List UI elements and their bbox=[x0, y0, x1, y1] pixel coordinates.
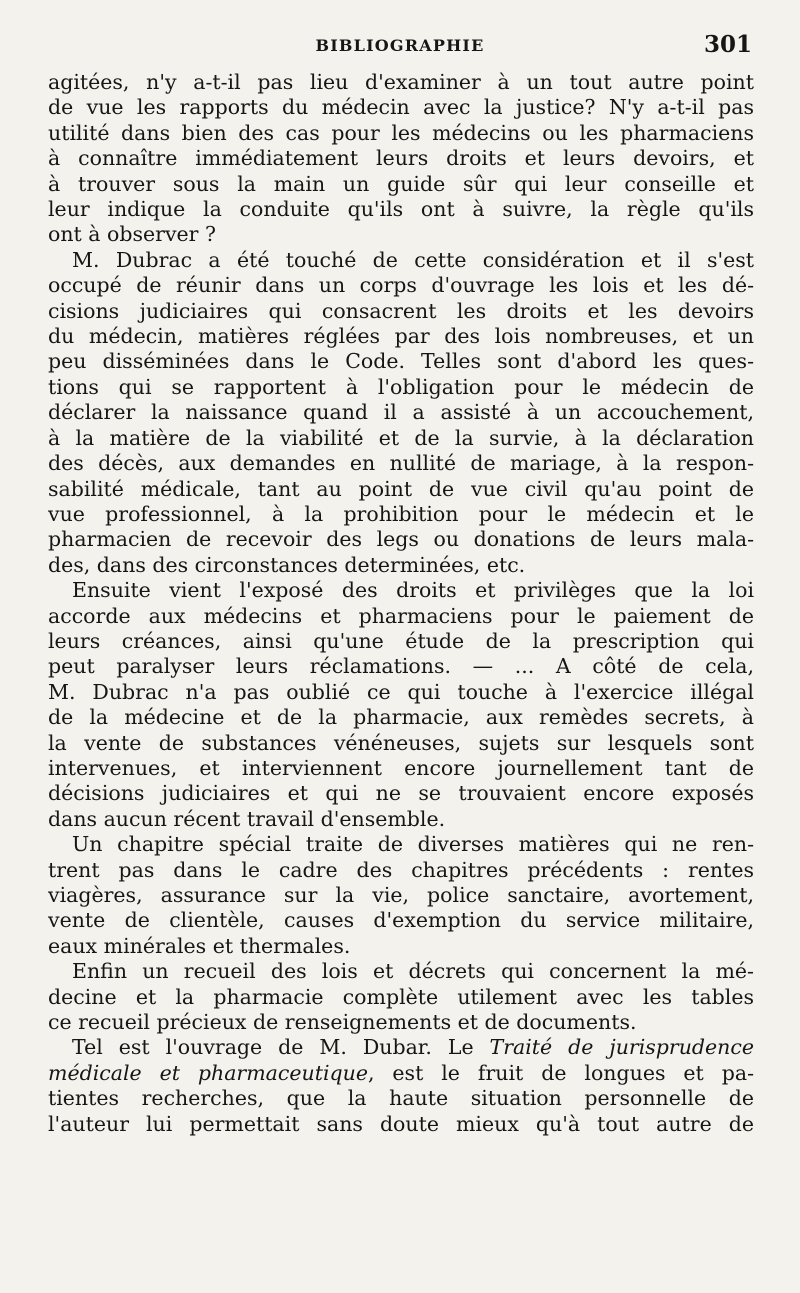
text-line: des, dans des circonstances determinées, etc. bbox=[48, 552, 526, 577]
text-line: decine et la pharmacie complète utilement avec les tables bbox=[48, 984, 754, 1009]
text-line: sabilité médicale, tant au point de vue civil qu'au point de bbox=[48, 476, 754, 501]
paragraph-laws-collection bbox=[48, 959, 754, 1035]
text-line bbox=[48, 1061, 754, 1086]
text-line: intervenues, et interviennent encore journellement tant de bbox=[48, 755, 754, 780]
book-title-part-2: médicale et pharmaceutique bbox=[48, 1060, 368, 1085]
text-fragment: Tel est l'ouvrage de M. Dubar. Le bbox=[72, 1035, 490, 1060]
text-line bbox=[48, 1035, 754, 1060]
text-line: trent pas dans le cadre des chapitres précédents : rentes bbox=[48, 857, 754, 882]
text-line: la vente de substances vénéneuses, sujets sur lesquels sont bbox=[48, 730, 754, 755]
paragraph-privileges bbox=[48, 578, 754, 832]
page-number: 301 bbox=[703, 31, 752, 58]
text-line: utilité dans bien des cas pour les médecins ou les pharmaciens bbox=[48, 120, 754, 145]
text-line: M. Dubrac a été touché de cette considération et il s'est bbox=[72, 247, 754, 272]
text-line: à trouver sous la main un guide sûr qui leur conseille et bbox=[48, 171, 754, 196]
text-line: eaux minérales et thermales. bbox=[48, 933, 351, 958]
text-line: leurs créances, ainsi qu'une étude de la prescription qui bbox=[48, 628, 754, 653]
paragraph-dubrac-scope bbox=[48, 248, 754, 578]
text-line: ce recueil précieux de renseignements et de documents. bbox=[48, 1010, 637, 1035]
paragraph-conclusion bbox=[48, 1035, 754, 1137]
text-line: déclarer la naissance quand il a assisté à un accouchement, bbox=[48, 400, 754, 425]
text-line: Un chapitre spécial traite de diverses matières qui ne ren- bbox=[72, 832, 754, 857]
text-line: cisions judiciaires qui consacrent les droits et les devoirs bbox=[48, 298, 754, 323]
text-line: Enfin un recueil des lois et décrets qui concernent la mé- bbox=[72, 959, 754, 984]
text-line: de la médecine et de la pharmacie, aux remèdes secrets, à bbox=[48, 705, 754, 730]
text-line: à la matière de la viabilité et de la survie, à la déclaration bbox=[48, 425, 754, 450]
text-line: peut paralyser leurs réclamations. — ... A côté de cela, bbox=[48, 654, 754, 679]
text-line: M. Dubrac n'a pas oublié ce qui touche à l'exercice illégal bbox=[48, 679, 754, 704]
text-line: Ensuite vient l'exposé des droits et privilèges que la loi bbox=[72, 578, 754, 603]
text-line: l'auteur lui permettait sans doute mieux qu'à tout autre de bbox=[48, 1111, 754, 1136]
text-line: ont à observer ? bbox=[48, 222, 216, 247]
text-line: à connaître immédiatement leurs droits et leurs devoirs, et bbox=[48, 146, 754, 171]
text-line: occupé de réunir dans un corps d'ouvrage les lois et les dé- bbox=[48, 273, 754, 298]
paragraph-special-chapter bbox=[48, 832, 754, 959]
text-line: viagères, assurance sur la vie, police sanctaire, avortement, bbox=[48, 883, 754, 907]
running-title: BIBLIOGRAPHIE bbox=[315, 36, 485, 55]
text-line: tions qui se rapportent à l'obligation pour le médecin de bbox=[48, 374, 754, 399]
text-line: tientes recherches, que la haute situation personnelle de bbox=[48, 1086, 754, 1111]
text-line: agitées, n'y a-t-il pas lieu d'examiner à un tout autre point bbox=[48, 70, 754, 94]
text-line: des décès, aux demandes en nullité de mariage, à la respon- bbox=[48, 451, 754, 476]
text-fragment: , est le fruit de longues et pa- bbox=[367, 1060, 754, 1085]
body-text bbox=[48, 70, 754, 1137]
text-line: décisions judiciaires et qui ne se trouvaient encore exposés bbox=[48, 781, 754, 806]
text-line: vente de clientèle, causes d'exemption du service militaire, bbox=[48, 908, 754, 933]
text-line: peu disséminées dans le Code. Telles sont d'abord les ques- bbox=[48, 349, 754, 374]
text-line: vue professionnel, à la prohibition pour le médecin et le bbox=[48, 501, 754, 526]
page-header bbox=[48, 31, 752, 60]
text-line: dans aucun récent travail d'ensemble. bbox=[48, 806, 446, 831]
text-line: de vue les rapports du médecin avec la justice? N'y a-t-il pas bbox=[48, 95, 754, 120]
book-title-part-1: Traité de jurisprudence bbox=[489, 1035, 754, 1060]
text-line: accorde aux médecins et pharmaciens pour le paiement de bbox=[48, 603, 754, 628]
paragraph-continuation bbox=[48, 70, 754, 248]
text-line: du médecin, matières réglées par des lois nombreuses, et un bbox=[48, 324, 754, 349]
text-line: leur indique la conduite qu'ils ont à suivre, la règle qu'ils bbox=[48, 197, 754, 222]
text-line: pharmacien de recevoir des legs ou donations de leurs mala- bbox=[48, 527, 754, 552]
